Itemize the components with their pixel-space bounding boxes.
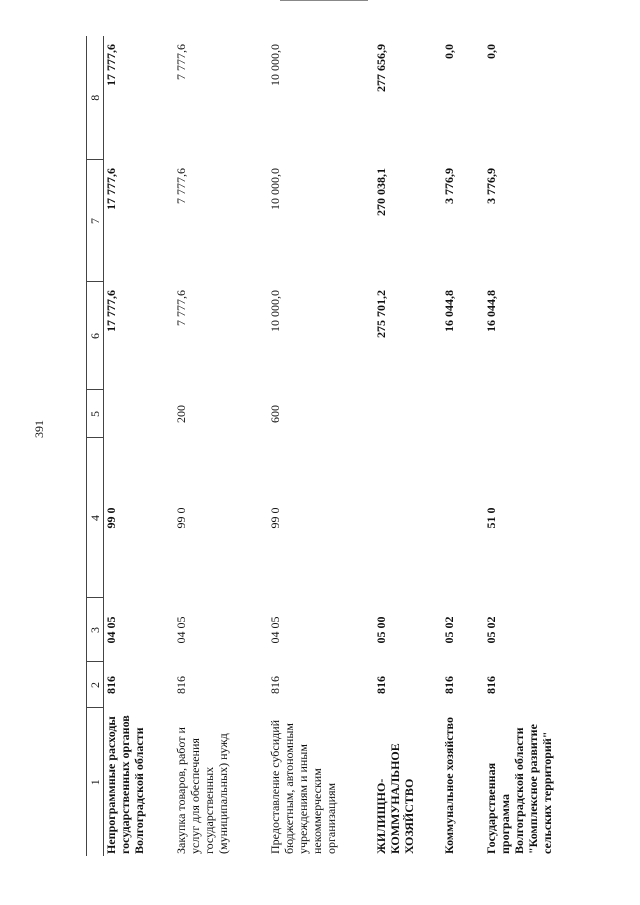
row-amount-year1: 17 777,6 (104, 290, 118, 332)
row-amount-year1: 275 701,2 (373, 290, 388, 338)
row-amount-year2: 3 776,9 (441, 168, 456, 204)
row-name: Предоставление субсидий бюджетным, автономным учреждениям и иным некоммерческим организациям (267, 719, 339, 854)
row-section-code: 04 05 (267, 616, 282, 644)
row-section-code: 04 05 (104, 616, 118, 644)
column-header-5: 5 (87, 390, 104, 438)
row-amount-year2: 270 038,1 (373, 168, 388, 216)
row-amount-year2: 10 000,0 (267, 168, 282, 210)
row-name: Закупка товаров, работ и услуг для обеспечения государственных (муниципальных) нужд (173, 727, 230, 854)
row-section-code: 05 00 (373, 616, 388, 644)
row-expense-type: 200 (173, 405, 188, 423)
table-row (174, 36, 268, 856)
page-number: 391 (32, 420, 46, 438)
table-row (442, 36, 484, 856)
row-name: Государственная программа Волгоградской области "Комплексное развитие сельских территорий" (483, 724, 555, 854)
table-row (484, 36, 570, 856)
row-amount-year3: 17 777,6 (104, 44, 118, 86)
row-ministry-code: 816 (373, 676, 388, 694)
row-target-code (374, 438, 442, 598)
row-ministry-code: 816 (441, 676, 456, 694)
row-amount-year3: 277 656,9 (373, 44, 388, 92)
row-amount-year1: 16 044,8 (483, 290, 498, 332)
row-section-code: 05 02 (441, 616, 456, 644)
row-expense-type (374, 390, 442, 438)
row-target-code: 99 0 (173, 507, 188, 529)
row-amount-year1: 7 777,6 (173, 290, 188, 326)
column-header-6: 6 (87, 282, 104, 390)
header-row (87, 36, 104, 856)
table-row (268, 36, 374, 856)
row-name: ЖИЛИЩНО-КОММУНАЛЬНОЕ ХОЗЯЙСТВО (373, 743, 416, 854)
row-amount-year2: 7 777,6 (173, 168, 188, 204)
top-rule (280, 0, 368, 1)
row-target-code: 99 0 (104, 507, 118, 529)
table-row (374, 36, 442, 856)
row-expense-type (104, 390, 174, 438)
row-section-code: 05 02 (483, 616, 498, 644)
row-amount-year3: 0,0 (483, 44, 498, 59)
column-header-8: 8 (87, 36, 104, 160)
row-target-code (442, 438, 484, 598)
rotated-table-container (86, 36, 555, 856)
column-header-3: 3 (87, 598, 104, 662)
row-ministry-code: 816 (104, 676, 118, 694)
row-target-code: 51 0 (483, 507, 498, 529)
row-amount-year2: 3 776,9 (483, 168, 498, 204)
row-ministry-code: 816 (267, 676, 282, 694)
row-amount-year3: 0,0 (441, 44, 456, 59)
column-header-2: 2 (87, 662, 104, 708)
row-name: Коммунальное хозяйство (441, 717, 456, 854)
column-header-7: 7 (87, 160, 104, 282)
row-ministry-code: 816 (483, 676, 498, 694)
row-amount-year1: 10 000,0 (267, 290, 282, 332)
row-ministry-code: 816 (173, 676, 188, 694)
table-row (104, 36, 174, 856)
row-name: Непрограммные расходы государственных органов Волгоградской области (104, 715, 147, 854)
row-amount-year1: 16 044,8 (441, 290, 456, 332)
row-expense-type (442, 390, 484, 438)
budget-table (86, 36, 570, 856)
row-target-code: 99 0 (267, 507, 282, 529)
row-section-code: 04 05 (173, 616, 188, 644)
column-header-4: 4 (87, 438, 104, 598)
row-amount-year3: 7 777,6 (173, 44, 188, 80)
row-expense-type (484, 390, 570, 438)
column-header-1: 1 (87, 708, 104, 856)
row-amount-year2: 17 777,6 (104, 168, 118, 210)
row-amount-year3: 10 000,0 (267, 44, 282, 86)
row-expense-type: 600 (267, 405, 282, 423)
